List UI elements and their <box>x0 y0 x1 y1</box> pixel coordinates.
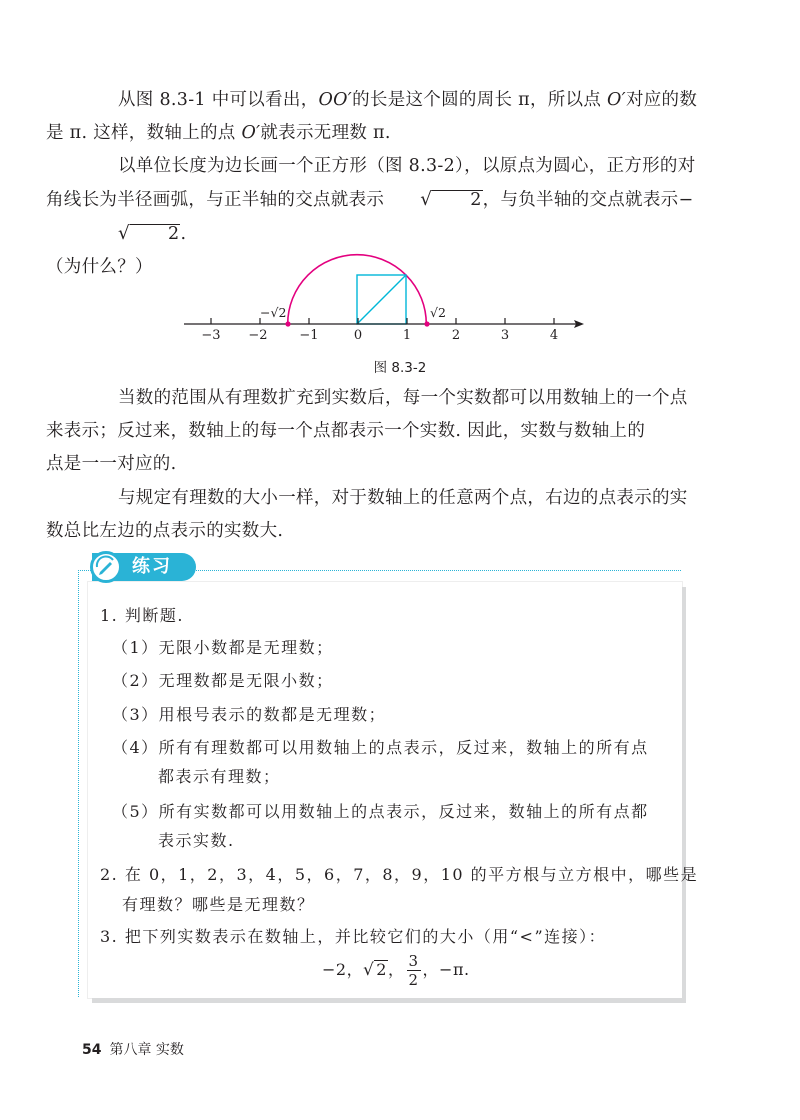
question-1-item-2: （2）无理数都是无限小数； <box>112 671 334 690</box>
math-o-prime: O′ <box>607 90 626 110</box>
text-segment: 对应的数 <box>625 90 698 110</box>
text-segment: −2， <box>322 960 364 979</box>
paragraph-1 <box>46 84 700 150</box>
text-segment: ， <box>387 960 405 979</box>
question-1-item-5-cont: 表示实数. <box>158 831 235 850</box>
sqrt-radicand: 2 <box>130 224 180 244</box>
pos-sqrt2-label: √2 <box>430 305 446 320</box>
tick-label: 4 <box>549 328 559 343</box>
fraction-three-halves <box>407 952 421 989</box>
exercise-title: 练习 <box>132 556 172 577</box>
question-1: 1. 判断题. <box>100 606 184 625</box>
question-1-item-4: （4）所有有理数都可以用数轴上的点表示，反过来，数轴上的所有点 <box>112 738 649 757</box>
sqrt-2 <box>384 183 482 217</box>
sqrt-2 <box>82 217 180 251</box>
question-1-item-3: （3）用根号表示的数都是无理数； <box>112 705 387 724</box>
neg-sqrt2-label: −√2 <box>260 305 287 320</box>
text-segment: ，与负半轴的交点就表示 <box>482 190 679 210</box>
fraction-denominator: 2 <box>408 971 419 989</box>
neg-sqrt2-point <box>285 321 290 326</box>
math-o-prime: O′ <box>241 123 261 143</box>
tick-label: −1 <box>299 328 319 343</box>
question-3-expression <box>322 952 470 989</box>
square-diagonal <box>357 275 406 324</box>
text-segment: 点是一一对应的. <box>46 454 177 474</box>
figure-caption: 图 8.3-2 <box>373 360 427 376</box>
tick-label: 1 <box>402 328 412 343</box>
text-segment: 数总比左边的点表示的实数大. <box>46 521 284 541</box>
sqrt-symbol: √ <box>363 959 375 979</box>
text-segment: . <box>180 224 187 244</box>
question-3: 3. 把下列实数表示在数轴上，并比较它们的大小（用“<”连接）： <box>100 927 607 946</box>
sqrt-2 <box>363 957 388 982</box>
tick-label: 2 <box>451 328 461 343</box>
text-segment: （为什么？） <box>46 257 153 277</box>
question-1-item-5: （5）所有实数都可以用数轴上的点表示，反过来，数轴上的所有点都 <box>112 802 649 821</box>
pos-sqrt2-point <box>424 321 429 326</box>
text-segment: ，−π. <box>422 960 470 979</box>
math-oo-prime: OO′ <box>318 90 353 110</box>
text-segment: 就表示无理数 π. <box>260 123 391 143</box>
sqrt-radicand: 2 <box>432 190 482 210</box>
text-segment: 的长是这个圆的周长 π，所以点 <box>352 90 608 110</box>
pencil-icon <box>90 551 122 583</box>
page-footer <box>82 1040 184 1060</box>
tick-label: 3 <box>500 328 510 343</box>
sqrt-radicand: 2 <box>376 960 387 979</box>
paragraph-3 <box>46 382 700 481</box>
text-segment: 当数的范围从有理数扩充到实数后，每一个实数都可以用数轴上的一个点 <box>118 388 688 408</box>
tick-label: 0 <box>353 328 363 343</box>
tick-label: −2 <box>248 328 268 343</box>
question-2-cont: 有理数？哪些是无理数？ <box>122 895 315 914</box>
fraction-numerator: 3 <box>408 952 419 970</box>
question-2: 2. 在 0，1，2，3，4，5，6，7，8，9，10 的平方根与立方根中，哪些是 <box>100 865 699 884</box>
text-segment: 与规定有理数的大小一样，对于数轴上的任意两个点，右边的点表示的实 <box>118 488 688 508</box>
text-segment: 来表示；反过来，数轴上的每一个点都表示一个实数. 因此，实数与数轴上的 <box>46 421 646 441</box>
paragraph-4 <box>46 482 700 548</box>
tick-label: −3 <box>201 328 221 343</box>
text-segment: 以单位长度为边长画一个正方形（图 8.3-2），以原点为圆心，正方形的对 <box>118 156 696 176</box>
question-1-item-1: （1）无限小数都是无理数； <box>112 638 334 657</box>
page-number: 54 <box>82 1042 102 1058</box>
sqrt-symbol: √ <box>420 189 433 210</box>
minus-sign: − <box>678 190 694 210</box>
number-line-figure <box>178 238 598 348</box>
text-segment: 角线长为半径画弧，与正半轴的交点就表示 <box>46 190 385 210</box>
text-segment: 从图 8.3-1 中可以看出， <box>118 90 319 110</box>
sqrt-symbol: √ <box>118 223 130 244</box>
text-segment: 是 π. 这样，数轴上的点 <box>46 123 242 143</box>
question-1-item-4-cont: 都表示有理数； <box>158 767 281 786</box>
chapter-label: 第八章 实数 <box>109 1042 184 1058</box>
